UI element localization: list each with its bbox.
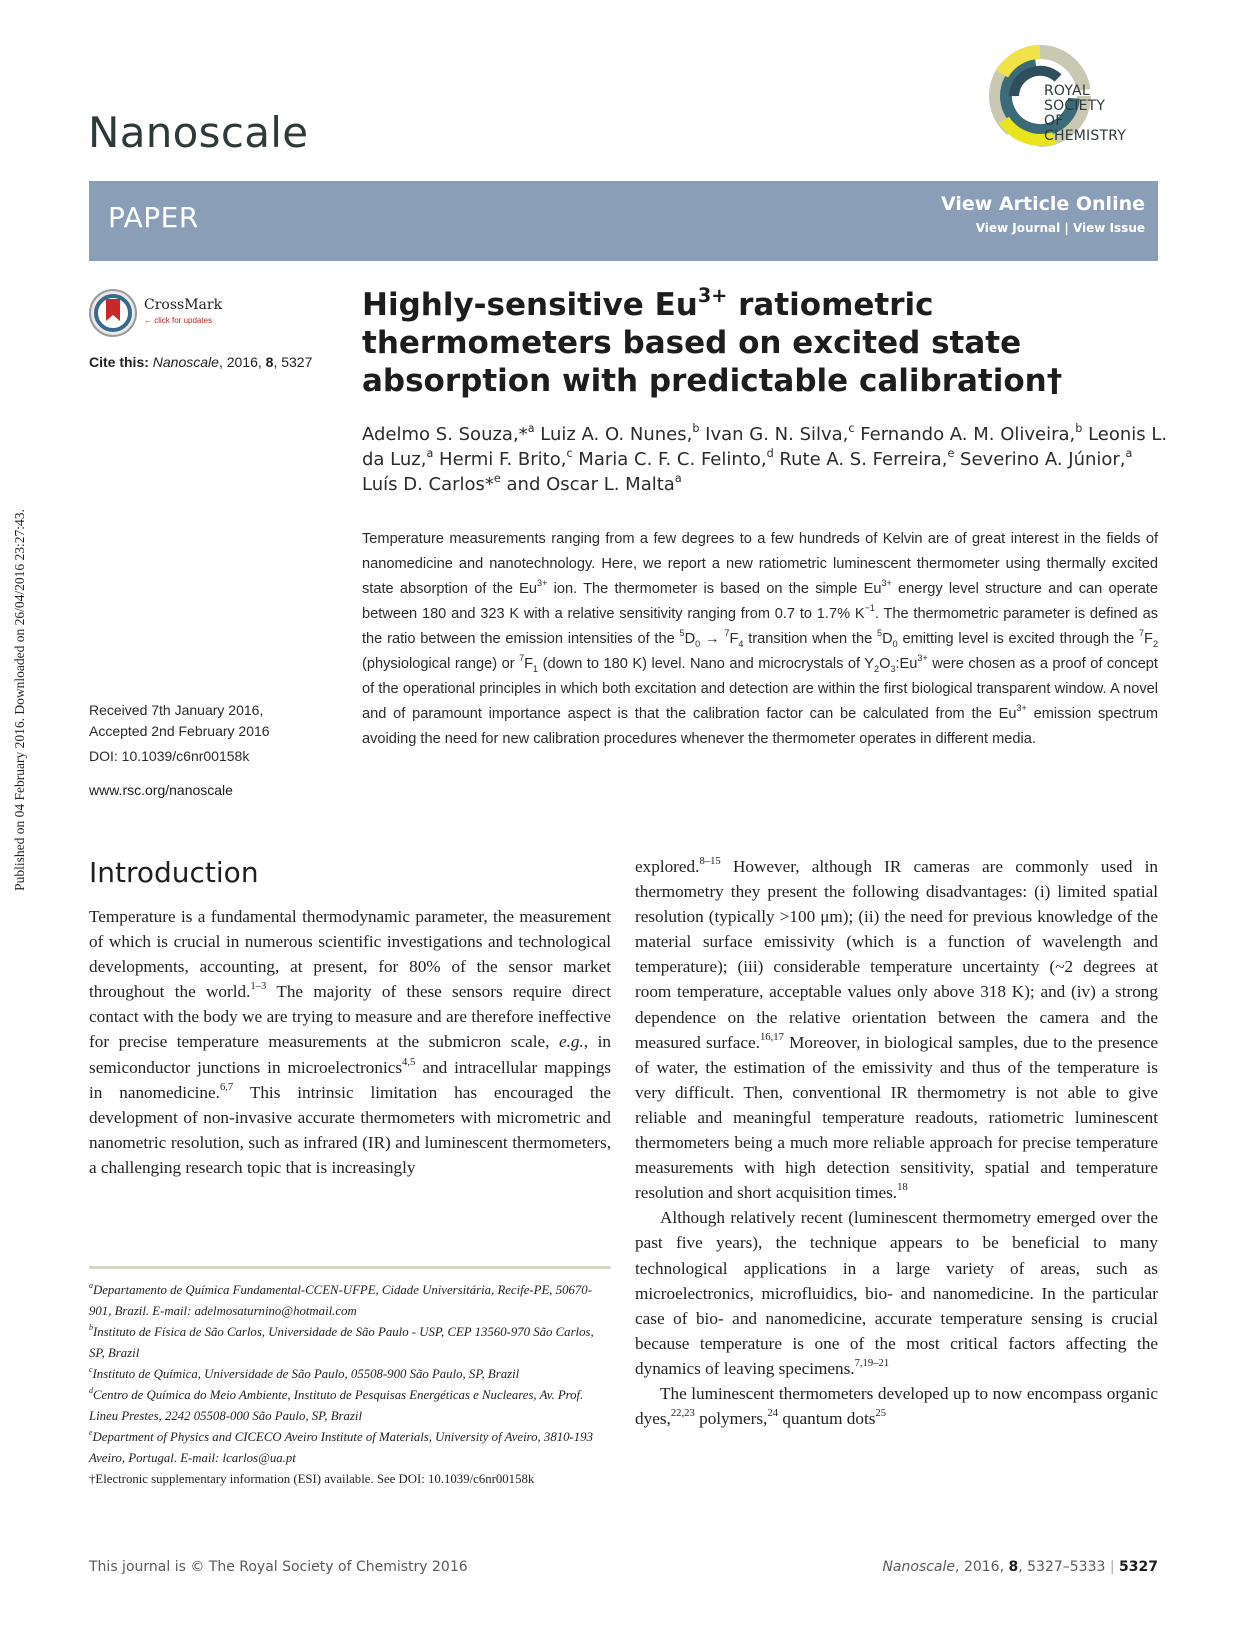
cite-page: 5327: [281, 354, 313, 370]
intro-paragraph-3: Although relatively recent (luminescent thermometry emerged over the past five years), the technique appears to be beneficial to many technological applications in a large variety of areas, such as microelectronics, microfluidics, bio- and nanomedicine. In the particular case of bio- and nanomedicine, accurate temperature sensing is crucial because temperature is one of the most critical factors affecting the dynamics of leaving specimens.$^{7,19-21}$: [635, 1208, 1158, 1378]
intro-paragraph-4: The luminescent thermometers developed up to now encompass organic dyes,$^{22,23}$ polymers,$^{24}$ quantum dots$^{25}$: [635, 1383, 1158, 1429]
article-type-label: PAPER: [108, 201, 199, 234]
cite-volume: 8: [265, 354, 274, 370]
download-note: Published on 04 February 2016. Downloaded on 26/04/2016 23:27:43.: [12, 509, 27, 891]
side-margin: [0, 0, 40, 1625]
intro-paragraph-2: explored.$^{8-15}$ However, although IR cameras are commonly used in thermometry they present the following disadvantages: (i) limited spatial resolution (typically >100 μm); (ii) the need for previous knowledge of the material surface emissivity (which is a function of wavelength and temperature); (iii) considerable temperature uncertainty (~2 degrees at room temperature, acceptable values only above 318 K); and (iv) a strong dependence on the relative orientation between the camera and the measured surface.$^{16,17}$ Moreover, in biological samples, due to the presence of water, the estimation of the emissivity and thus of the temperature is very difficult. Then, conventional IR thermometry is not able to give reliable and meaningful temperature readouts, ratiometric luminescent thermometers being a much more reliable approach for precise temperature measurements with high detection sensitivity, spatial and temperature resolution and short acquisition times.$^{18}$: [635, 856, 1158, 1203]
body-column-right: [635, 854, 1158, 1431]
footer-journal: Nanoscale: [882, 1559, 956, 1575]
footnote-c: $^c$Instituto de Química, Universidade de São Paulo, 05508-900 São Paulo, SP, Brazil: [89, 1364, 520, 1381]
received-dates: [89, 700, 270, 742]
footnote-e: $^e$Department of Physics and CICECO Aveiro Institute of Materials, University of Aveiro, 3810-193 Aveiro, Portugal. E-mail: lcarlos@ua.pt: [89, 1427, 593, 1465]
cite-label: Cite this:: [89, 354, 149, 370]
cite-this: Cite this: Nanoscale, 2016, 8, 5327: [89, 354, 313, 370]
footnote-divider: [89, 1266, 611, 1269]
footnote-a: $^a$Departamento de Química Fundamental-CCEN-UFPE, Cidade Universitária, Recife-PE, 50670-901, Brazil. E-mail: adelmosaturnino@hotmail.com: [89, 1280, 592, 1318]
article-title: Highly-sensitive $Eu^{3+}$ ratiometric thermometers based on excited state absorption with predictable calibration†: [362, 283, 1063, 399]
intro-paragraph-1: Temperature is a fundamental thermodynamic parameter, the measurement of which is crucial in numerous scientific investigations and technological developments, accounting, at present, for 80% of the sensor market throughout the world.$^{1-3}$ The majority of these sensors require direct contact with the body we are trying to measure and are therefore ineffective for precise temperature measurements at the submicron scale, e.g., in semiconductor junctions in microelectronics$^{4,5}$ and intracellular mappings in nanomedicine.$^{6,7}$ This intrinsic limitation has encouraged the development of non-invasive accurate thermometers with micrometric and nanometric resolution, such as infrared (IR) and luminescent thermometers, a challenging research topic that is increasingly: [89, 907, 611, 1177]
footnote-esi: †Electronic supplementary information (ESI) available. See DOI: 10.1039/c6nr00158k: [89, 1472, 535, 1486]
footer-page-number: 5327: [1119, 1559, 1158, 1575]
journal-title: Nanoscale: [88, 108, 309, 157]
author-list: Adelmo S. Souza,*$^a$ Luiz A. O. Nunes,$^b$ Ivan G. N. Silva,$^c$ Fernando A. M. Oliveira,$^b$ Leonis L. da Luz,$^a$ Hermi F. Brito,$^c$ Maria C. F. C. Felinto,$^d$ Rute A. S. Ferreira,$^e$ Severino A. Júnior,$^a$ Luís D. Carlos*$^e$ and Oscar L. Malta$^a$: [362, 421, 1168, 495]
body-column-left: [89, 904, 611, 1180]
rsc-logo-text: ROYAL SOCIETY OF CHEMISTRY: [1044, 83, 1126, 144]
crossmark-label[interactable]: CrossMark: [144, 297, 223, 313]
received-date: Received 7th January 2016,: [89, 702, 264, 718]
footer-volume: 8: [1008, 1559, 1019, 1575]
view-journal-issue-links[interactable]: View Journal | View Issue: [975, 221, 1145, 235]
footer-separator: |: [1109, 1559, 1115, 1575]
footer-year: 2016: [963, 1559, 1000, 1575]
footnote-b: $^b$Instituto de Física de São Carlos, Universidade de São Paulo - USP, CEP 13560-970 São Carlos, SP, Brazil: [89, 1322, 594, 1360]
doi[interactable]: DOI: 10.1039/c6nr00158k: [89, 748, 250, 764]
cite-year: 2016: [226, 354, 258, 370]
footer-copyright: This journal is © The Royal Society of Chemistry 2016: [89, 1559, 468, 1575]
footer-citation: Nanoscale, 2016, 8, 5327–5333 | 5327: [882, 1559, 1158, 1575]
accepted-date: Accepted 2nd February 2016: [89, 723, 270, 739]
rsc-logo-label: [1044, 84, 1126, 144]
crossmark-icon[interactable]: [89, 287, 229, 339]
abstract: Temperature measurements ranging from a few degrees to a few hundreds of Kelvin are of great interest in the fields of nanomedicine and nanotechnology. Here, we report a new ratiometric luminescent thermometer using thermally excited state absorption of the $Eu^{3+}$ ion. The thermometer is based on the simple $Eu^{3+}$ energy level structure and can operate between 180 and 323 K with a relative sensitivity ranging from 0.7 to 1.7% $K^{-1}$. The thermometric parameter is defined as the ratio between the emission intensities of the $^5D_0 \to ^7F_4$ transition when the $^5D_0$ emitting level is excited through the $^7F_2$ (physiological range) or $^7F_1$ (down to 180 K) level. Nano and microcrystals of $Y_2O_3:Eu^{3+}$ were chosen as a proof of concept of the operational principles in which both excitation and detection are within the first biological transparent window. A novel and of paramount importance aspect is that the calibration factor can be calculated from the $Eu^{3+}$ emission spectrum avoiding the need for new calibration procedures whenever the thermometer operates in different media.: [362, 531, 1159, 747]
affiliation-footnotes: [89, 1280, 611, 1490]
footer-pages: 5327–5333: [1027, 1559, 1106, 1575]
crossmark-sub-label[interactable]: ← click for updates: [144, 316, 213, 325]
view-article-online-link[interactable]: View Article Online: [941, 193, 1145, 215]
introduction-heading: Introduction: [89, 856, 259, 889]
cite-journal: Nanoscale: [152, 354, 219, 370]
footnote-d: $^d$Centro de Química do Meio Ambiente, Instituto de Pesquisas Energéticas e Nucleares, Av. Prof. Lineu Prestes, 2242 05508-000 São Paulo, SP, Brazil: [89, 1385, 584, 1423]
journal-website-link[interactable]: www.rsc.org/nanoscale: [89, 782, 233, 798]
